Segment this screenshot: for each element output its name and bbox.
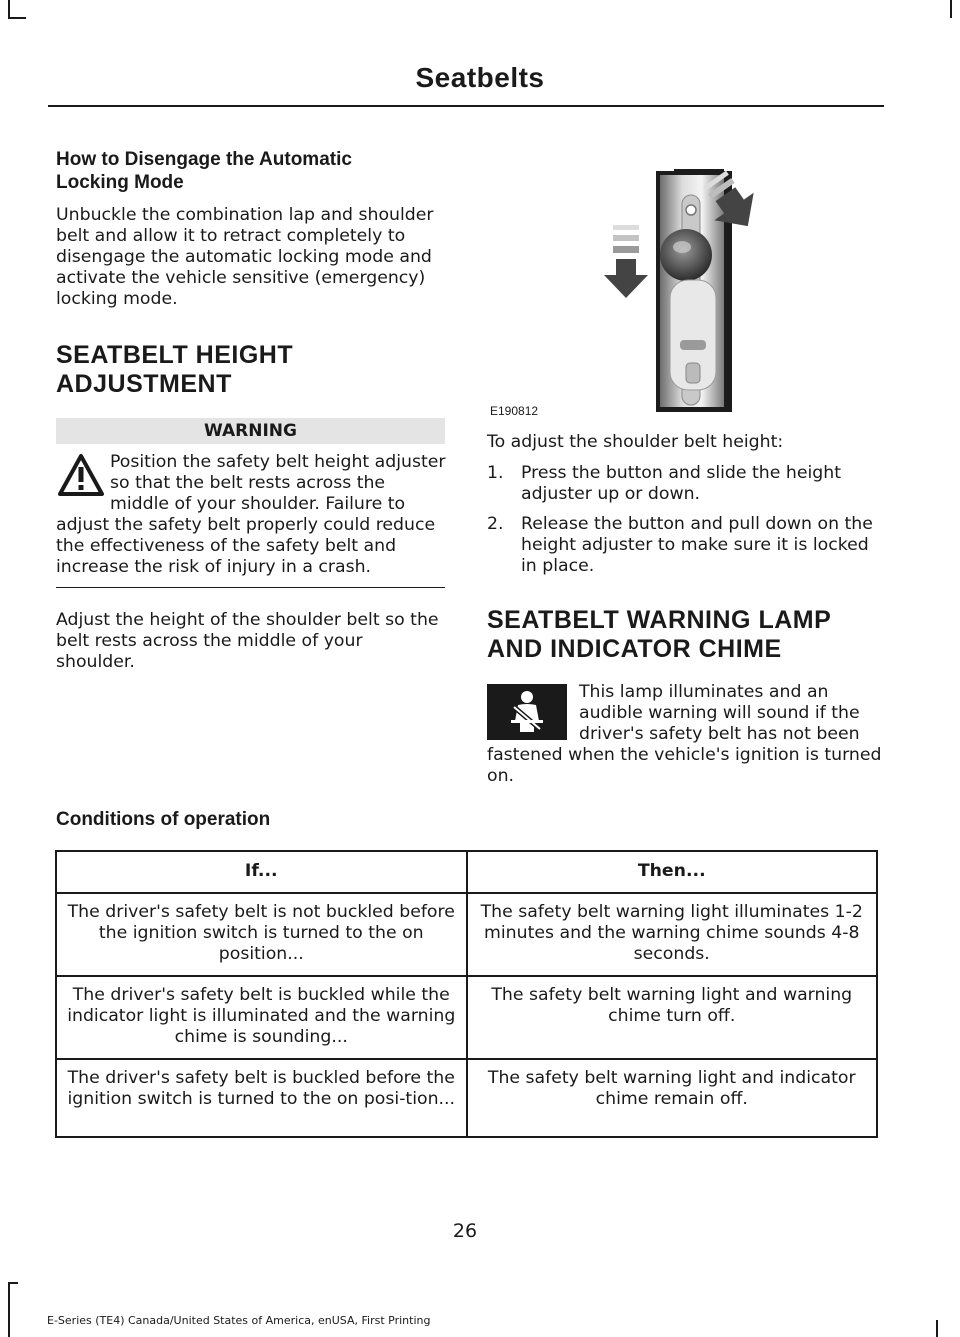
lamp-text: This lamp illuminates and an audible warning will sound if the driver's safety belt has not been fastened when the vehicle's ignition is turned on. (487, 682, 882, 786)
crop-mark (8, 17, 26, 19)
conditions-heading: Conditions of operation (56, 809, 271, 830)
figure-code: E190812 (490, 404, 539, 418)
step-number: 2. (487, 514, 504, 534)
crop-mark (8, 1282, 18, 1284)
conditions-table (55, 850, 878, 1138)
publication-info: E-Series (TE4) Canada/United States of America, enUSA, First Printing (47, 1314, 431, 1327)
crop-mark (8, 1282, 10, 1337)
height-heading-line1: SEATBELT HEIGHT (56, 341, 294, 369)
step-text: Release the button and pull down on the height adjuster to make sure it is locked in place. (521, 514, 873, 576)
seatbelt-warning-lamp-icon (487, 684, 567, 740)
crop-mark (8, 0, 10, 18)
crop-mark (936, 1320, 938, 1337)
warning-divider (56, 587, 445, 588)
header-divider (48, 105, 884, 107)
disengage-heading: How to Disengage the Automatic Locking Mode (56, 149, 352, 193)
steps-intro: To adjust the shoulder belt height: (487, 432, 784, 452)
warning-text: Position the safety belt height adjuster so that the belt rests across the middle of your shoulder. Failure to adjust the safety belt properly could reduce the effectiveness of the safety belt and increase the risk of injury in a crash. (56, 452, 446, 577)
height-adjuster-figure (486, 165, 786, 420)
adjust-steps-list (487, 463, 882, 586)
list-item (487, 463, 882, 505)
column-header-if: If... (56, 851, 467, 893)
table-cell-then: The safety belt warning light and warning chime turn off. (467, 976, 878, 1059)
table-cell-if: The driver's safety belt is buckled before the ignition switch is turned to the on posi-tion... (56, 1059, 467, 1137)
table-cell-then: The safety belt warning light illuminates 1-2 minutes and the warning chime sounds 4-8 seconds. (467, 893, 878, 976)
page-number: 26 (452, 1220, 478, 1242)
table-header-row (56, 851, 877, 893)
table-row (56, 1059, 877, 1137)
step-number: 1. (487, 463, 504, 483)
table-cell-then: The safety belt warning light and indicator chime remain off. (467, 1059, 878, 1137)
adjust-paragraph: Adjust the height of the shoulder belt so the belt rests across the middle of your shoulder. (56, 610, 439, 672)
lamp-description (487, 682, 882, 787)
warning-label: WARNING (56, 418, 445, 444)
lamp-heading-line2: AND INDICATOR CHIME (487, 635, 782, 663)
warning-triangle-icon (56, 452, 106, 498)
table-row (56, 893, 877, 976)
table-cell-if: The driver's safety belt is buckled while the indicator light is illuminated and the warning chime is sounding... (56, 976, 467, 1059)
crop-mark (950, 0, 952, 18)
step-text: Press the button and slide the height adjuster up or down. (521, 463, 841, 504)
lamp-heading-line1: SEATBELT WARNING LAMP (487, 606, 832, 634)
column-header-then: Then... (467, 851, 878, 893)
height-heading-line2: ADJUSTMENT (56, 370, 232, 398)
page-title: Seatbelts (415, 62, 545, 93)
disengage-paragraph: Unbuckle the combination lap and shoulder belt and allow it to retract completely to disengage the automatic locking mode and activate the vehicle sensitive (emergency) locking mode. (56, 205, 434, 309)
table-cell-if: The driver's safety belt is not buckled before the ignition switch is turned to the on position... (56, 893, 467, 976)
table-row (56, 976, 877, 1059)
list-item (487, 514, 882, 577)
warning-box (56, 452, 448, 578)
